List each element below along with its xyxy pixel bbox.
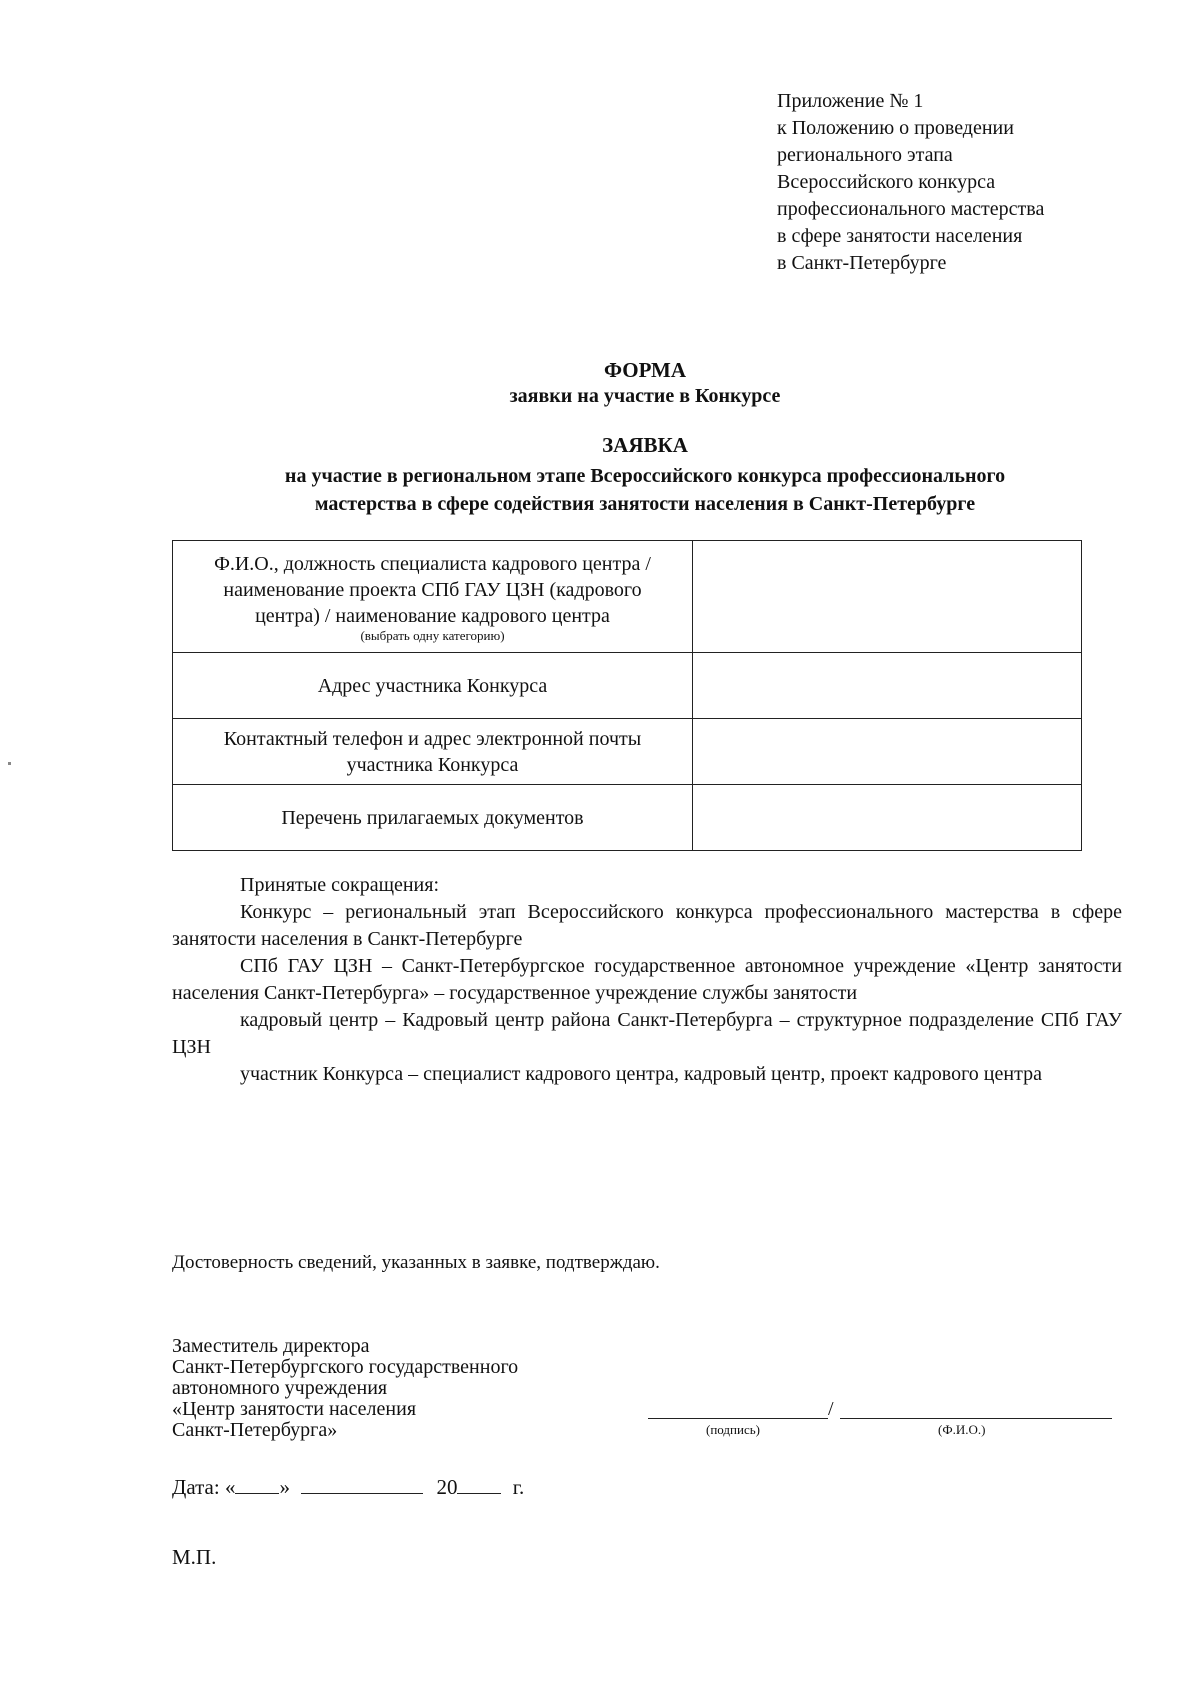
table-label-line: Контактный телефон и адрес электронной почты [223,727,642,750]
table-label-line: наименование проекта СПб ГАУ ЦЗН (кадрового [223,578,642,601]
table-label-line: Адрес участника Конкурса [317,674,548,697]
table-label-line: Перечень прилагаемых документов [281,806,584,829]
appendix-line: в сфере занятости населения [777,225,1023,247]
abbreviations-heading: Принятые сокращения: [240,874,440,896]
signatory-line: Заместитель директора [172,1335,370,1357]
category-note: (выбрать одну категорию) [360,627,505,643]
signature-caption: (подпись) [706,1422,760,1437]
abbreviations-section [172,872,1122,1088]
abbreviation-item: участник Конкурса – специалист кадрового центра, кадровый центр, проект кадрового центра [240,1063,1042,1085]
signature-field[interactable] [648,1418,828,1419]
table-row [173,719,1082,785]
form-subtitle: заявки на участие в Конкурсе [509,385,781,407]
appendix-line: к Положению о проведении [777,117,1014,139]
signatory-position [172,1336,518,1441]
table-label-cell [173,719,693,785]
table-label-line: центра) / наименование кадрового центра [255,604,610,627]
documents-value-field[interactable] [692,785,1081,851]
appendix-line: Всероссийского конкурса [777,171,996,193]
scan-speck [8,762,11,765]
confirmation-statement: Достоверность сведений, указанных в заявке, подтверждаю. [172,1252,660,1273]
table-row [173,653,1082,719]
application-table [172,540,1082,851]
appendix-line: профессионального мастерства [777,198,1045,220]
signatory-line: автономного учреждения [172,1377,388,1399]
appendix-line: в Санкт-Петербурге [777,252,947,274]
date-label: Дата: « [172,1475,236,1499]
date-year-field[interactable] [457,1475,501,1494]
application-subtitle-line: мастерства в сфере содействия занятости населения в Санкт-Петербурге [314,493,976,515]
table-label-cell [173,785,693,851]
address-value-field[interactable] [692,653,1081,719]
appendix-line: регионального этапа [777,144,953,166]
name-field[interactable] [840,1418,1112,1419]
date-month-field[interactable] [301,1475,423,1494]
date-day-field[interactable] [235,1475,279,1494]
signatory-line: Санкт-Петербургского государственного [172,1356,519,1378]
application-title: ЗАЯВКА [602,433,688,457]
date-line [172,1475,524,1500]
date-year-prefix: 20 [436,1475,458,1499]
table-label-line: участника Конкурса [346,753,519,776]
date-close-quote: » [279,1475,290,1499]
name-caption: (Ф.И.О.) [938,1422,986,1437]
table-row [173,541,1082,653]
signatory-line: «Центр занятости населения [172,1398,417,1420]
table-row [173,785,1082,851]
contact-value-field[interactable] [692,719,1081,785]
stamp-placeholder: М.П. [172,1545,217,1569]
application-subtitle-line: на участие в региональном этапе Всероссийского конкурса профессионального [284,465,1006,487]
fio-value-field[interactable] [692,541,1081,653]
table-label-cell [173,653,693,719]
appendix-reference [777,88,1157,277]
form-title: ФОРМА [603,358,687,382]
abbreviation-item: кадровый центр – Кадровый центр района Санкт-Петербурга – структурное подразделение СПб ГАУ ЦЗН [172,1009,1122,1058]
table-label-line: Ф.И.О., должность специалиста кадрового центра / [214,552,651,575]
date-year-suffix: г. [512,1475,525,1499]
signature-separator: / [828,1398,834,1420]
application-subtitle [170,462,1120,518]
abbreviation-item: СПб ГАУ ЦЗН – Санкт-Петербургское государственное автономное учреждение «Центр занятости населения Санкт-Петербурга» – государственное учреждение службы занятости [172,955,1122,1004]
signatory-line: Санкт-Петербурга» [172,1419,338,1441]
appendix-line: Приложение № 1 [777,90,924,112]
table-label-cell [173,541,693,653]
abbreviation-item: Конкурс – региональный этап Всероссийского конкурса профессионального мастерства в сфере занятости населения в Санкт-Петербурге [172,901,1122,950]
